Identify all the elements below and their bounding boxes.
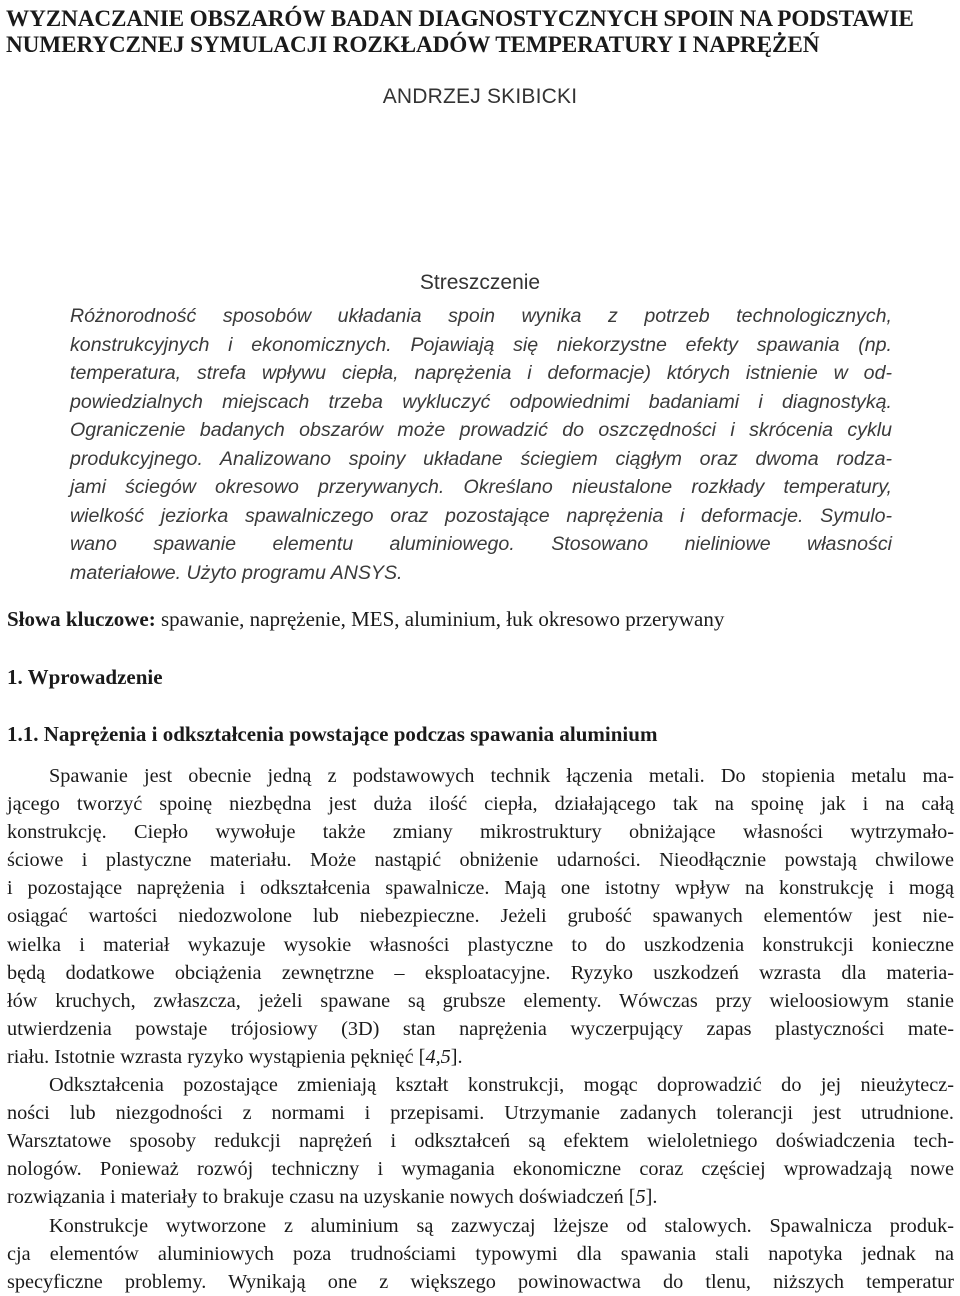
body-line-with-citation bbox=[7, 1043, 954, 1071]
keywords bbox=[7, 607, 957, 632]
citation-close: ]. bbox=[645, 1186, 658, 1209]
section-heading: 1. Wprowadzenie bbox=[7, 665, 163, 689]
abstract-line: wielkość jeziorka spawalniczego oraz pozostające naprężenia i deformacje. Symulo- bbox=[70, 504, 892, 527]
citation-ref: 4,5 bbox=[425, 1045, 451, 1068]
abstract-line: powiedzialnych miejscach trzeba wykluczyć odpowiednimi badaniami i diagnostyką. bbox=[70, 390, 892, 413]
title-line: NUMERYCZNEJ SYMULACJI ROZKŁADÓW TEMPERATURY I NAPRĘŻEŃ bbox=[6, 32, 820, 58]
title-line: WYZNACZANIE OBSZARÓW BADAN DIAGNOSTYCZNYCH SPOIN NA PODSTAWIE bbox=[6, 6, 914, 32]
body-line: cja elementów aluminiowych poza trudnościami typowymi dla spawania stali napotyka jednak na bbox=[7, 1242, 954, 1265]
abstract-line: produkcyjnego. Analizowano spoiny układane ściegiem ciągłym oraz dwoma rodza- bbox=[70, 447, 892, 470]
body-line: ności lub niezgodności z normami i przepisami. Utrzymanie zadanych tolerancji jest utrudnione. bbox=[7, 1102, 954, 1125]
keywords-text: spawanie, naprężenie, MES, aluminium, łuk okresowo przerywany bbox=[155, 607, 725, 631]
citation-close: ]. bbox=[450, 1045, 463, 1068]
abstract-line: wano spawanie elementu aluminiowego. Stosowano nieliniowe własności bbox=[70, 533, 892, 555]
body-line: nologów. Ponieważ rozwój techniczny i wymagania ekonomiczne coraz częściej wprowadzają nowe bbox=[7, 1158, 954, 1181]
abstract-line: Różnorodność sposobów układania spoin wynika z potrzeb technologicznych, bbox=[70, 305, 892, 327]
abstract-line: Ograniczenie badanych obszarów może prowadzić do oszczędności i skrócenia cyklu bbox=[70, 419, 892, 441]
body-line: Warsztatowe sposoby redukcji naprężeń i odkształceń są efektem wieloletniego doświadczenia tech- bbox=[7, 1130, 954, 1153]
body-line: wielka i materiał wykazuje wysokie własności plastyczne to do uszkodzenia konstrukcji konieczne bbox=[7, 933, 954, 956]
abstract-line: temperatura, strefa wpływu ciepła, naprężenia i deformacje) których istnienie w od- bbox=[70, 362, 892, 384]
body-line: ściowe i plastyczne materiału. Może nastąpić obniżenie udarności. Nieodłącznie powstają chwilowe bbox=[7, 849, 954, 872]
body-text bbox=[7, 762, 954, 1296]
abstract-line: konstrukcyjnych i ekonomicznych. Pojawiają się niekorzystne efekty spawania (np. bbox=[70, 333, 892, 356]
abstract-line: materiałowe. Użyto programu ANSYS. bbox=[70, 561, 403, 584]
body-line: będą dodatkowe obciążenia zewnętrzne – eksploatacyjne. Ryzyko uszkodzeń wzrasta dla materia- bbox=[7, 961, 954, 984]
abstract-heading: Streszczenie bbox=[419, 271, 541, 294]
keywords-label: Słowa kluczowe: bbox=[7, 607, 156, 631]
subsection-heading: 1.1. Naprężenia i odkształcenia powstające podczas spawania aluminium bbox=[7, 722, 658, 746]
body-line: utwierdzenia powstaje trójosiowy (3D) stan naprężenia wyczerpujący zapas plastyczności mate- bbox=[7, 1017, 954, 1040]
body-line: specyficzne problemy. Wynikają one z większego powinowactwa do tlenu, niższych temperatur bbox=[7, 1270, 954, 1293]
body-line: konstrukcję. Ciepło wywołuje także zmiany mikrostruktury obniżające własności wytrzymało- bbox=[7, 821, 954, 844]
abstract-line: jami ściegów okresowo przerywanych. Określano nieustalone rozkłady temperatury, bbox=[70, 476, 892, 498]
body-line-with-citation bbox=[7, 1183, 954, 1211]
body-line-text: riału. Istotnie wzrasta ryzyko wystąpienia pęknięć [ bbox=[7, 1045, 426, 1068]
body-line: osiągać wartości niedozwolone lub niebezpieczne. Jeżeli grubość spawanych elementów jest nie- bbox=[7, 905, 954, 928]
body-line: Konstrukcje wytworzone z aluminium są zazwyczaj lżejsze od stalowych. Spawalnicza produk- bbox=[49, 1214, 954, 1237]
author-name: ANDRZEJ SKIBICKI bbox=[382, 85, 578, 108]
body-line: Spawanie jest obecnie jedną z podstawowych technik łączenia metali. Do stopienia metalu ma- bbox=[49, 765, 954, 787]
body-line: Odkształcenia pozostające zmieniają kształt konstrukcji, mogąc doprowadzić do jej nieużytecz- bbox=[49, 1074, 954, 1097]
body-line: jącego tworzyć spoinę niezbędna jest duża ilość ciepła, działającego tak na spoinę jak i na całą bbox=[7, 793, 954, 816]
body-line-text: rozwiązania i materiały to brakuje czasu na uzyskanie nowych doświadczeń [ bbox=[7, 1186, 636, 1209]
abstract bbox=[70, 302, 892, 587]
citation-ref: 5 bbox=[635, 1186, 646, 1209]
body-line: łów kruchych, zwłaszcza, jeżeli spawane są grubsze elementy. Wówczas przy wieloosiowym stanie bbox=[7, 989, 954, 1012]
paper-title bbox=[6, 6, 956, 58]
body-line: i pozostające naprężenia i odkształcenia spawalnicze. Mają one istotny wpływ na konstrukcję i mogą bbox=[7, 877, 954, 900]
